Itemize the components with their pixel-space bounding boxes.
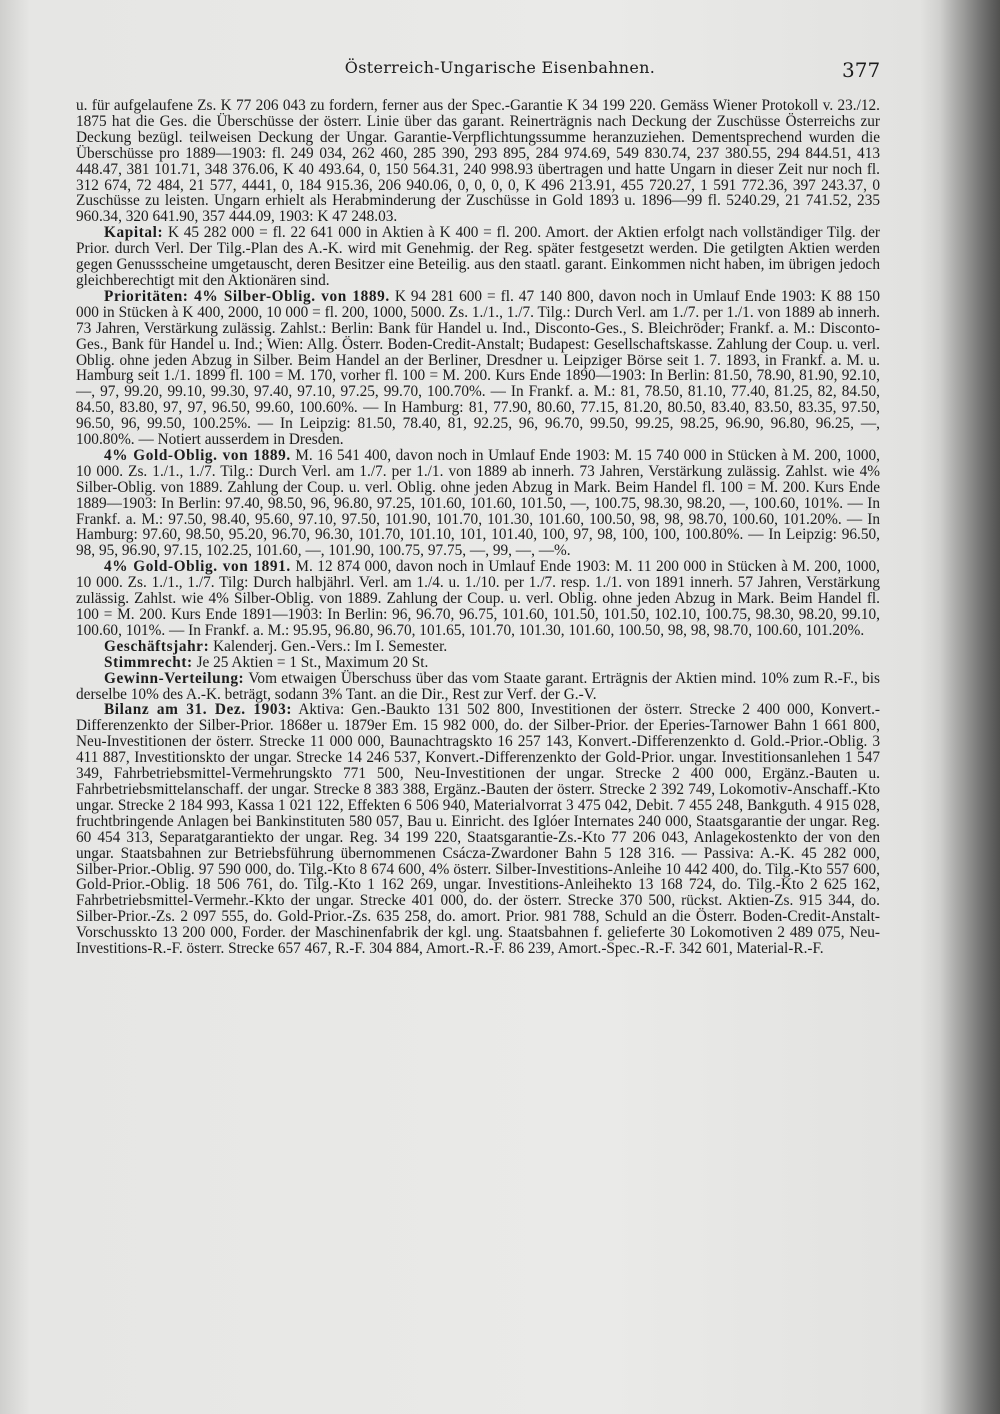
paragraph-text: M. 16 541 400, davon noch in Umlauf Ende 1903: M. 15 740 000 in Stücken à M. 200, 1000, 10 000. Zs. 1./1., 1./7. Tilg.: Durch Verl. am 1./7. per 1./1. von 1889 ab innerh. 73 Jahren, Verstärkung zulässig. Zahlst. wie 4% Silber-Oblig. von 1889. Zahlung der Coup. u. verl. Oblig. ohne jeden Abzug in Mark. Beim Handel fl. 100 = M. 200. Kurs Ende 1889—1903: In Berlin: 97.40, 98.50, 96, 96.80, 97.25, 101.60, 101.60, 101.50, —, 100.75, 98.30, 98.20, —, 100.60, 101%. — In Frankf. a. M.: 97.50, 98.40, 95.60, 97.10, 97.50, 101.90, 101.70, 101.30, 101.60, 100.50, 98, 98, 98.70, 100.60, 101.20%. — In Hamburg: 97.60, 98.50, 95.20, 96.70, 96.30, 101.70, 101.10, 101, 101.40, 100, 97, 98, 100, 100, 100.80%. — In Leipzig: 96.50, 98, 95, 96.90, 97.15, 102.25, 101.60, —, 101.90, 100.75, 97.75, —, 99, —, —%. bbox=[76, 446, 880, 560]
paragraph-gold-oblig-1891 bbox=[76, 559, 880, 639]
paragraph-term: Stimmrecht: bbox=[104, 653, 193, 671]
book-spine-shadow bbox=[940, 0, 1000, 1414]
paragraph-text: M. 12 874 000, davon noch in Umlauf Ende 1903: M. 11 200 000 in Stücken à M. 200, 1000, 10 000. Zs. 1./1., 1./7. Tilg: Durch halbjährl. Verl. am 1./4. u. 1./10. per 1./7. resp. 1./1. von 1891 innerh. 57 Jahren, Verstärkung zulässig. Zahlst. wie 4% Silber-Oblig. von 1889. Zahlung der Coup. u. verl. Oblig. ohne jeden Abzug in Mark. Beim Handel fl. 100 = M. 200. Kurs Ende 1891—1903: In Berlin: 96, 96.70, 96.75, 101.60, 101.50, 101.50, 102.10, 100.75, 98.30, 98.20, 99.10, 100.60, 101%. — In Frankf. a. M.: 95.95, 96.80, 96.70, 101.65, 101.70, 101.30, 101.60, 100.50, 98, 98, 98.70, 100.60, 101.20%. bbox=[76, 558, 880, 639]
paragraph-text: K 45 282 000 = fl. 22 641 000 in Aktien à K 400 = fl. 200. Amort. der Aktien erfolgt nach vollständiger Tilg. der Prior. durch Verl. Der Tilg.-Plan des A.-K. wird mit Genehmig. der Reg. später festgesetzt werden. Die getilgten Aktien werden gegen Genussscheine umgetauscht, deren Besitzer eine Beteilig. aus den staatl. garant. Einkommen nicht haben, im übrigen jedoch gleichberechtigt mit den Aktionären sind. bbox=[76, 224, 880, 289]
paragraph-text: Aktiva: Gen.-Baukto 131 502 800, Investitionen der österr. Strecke 2 400 000, Konvert.-Differenzenkto der Silber-Prior. 1868er u. 1879er Em. 15 982 000, do. der Silber-Prior. der Eperies-Tarnower Bahn 1 661 800, Neu-Investitionen der österr. Strecke 11 000 000, Baunachtragskto 16 257 143, Konvert.-Differenzenkto d. Gold.-Prior.-Oblig. 3 411 887, Investitionskto der ungar. Strecke 14 246 537, Konvert.-Differenzenkto der Gold-Prior. ungar. Investitionsanlehen 1 547 349, Fahrbetriebsmittel-Vermehrungskto 771 500, Neu-Investitionen der ungar. Strecke 2 400 000, Ergänz.-Bauten u. Fahrbetriebsmittelanschaff. der ungar. Strecke 8 383 388, Ergänz.-Bauten der österr. Strecke 2 392 749, Lokomotiv-Anschaff.-Kto ungar. Strecke 2 184 993, Kassa 1 021 122, Effekten 6 506 940, Materialvorrat 3 475 042, Debit. 7 455 248, Bankguth. 4 915 028, fruchtbringende Anlagen bei Bankinstituten 580 057, Bau u. Einricht. des Iglóer Internates 240 000, Staatsgarantie der ungar. Reg. 60 454 313, Separatgarantiekto der ungar. Reg. 34 199 220, Staatsgarantie-Zs.-Kto 77 206 043, Anlagekostenkto der von den ungar. Staatsbahnen zur Betriebsführung übernommenen Csácza-Zwardoner Bahn 5 128 316. — Passiva: A.-K. 45 282 000, Silber-Prior.-Oblig. 97 590 000, do. Tilg.-Kto 8 674 600, 4% österr. Silber-Investitions-Anleihe 10 442 400, do. Tilg.-Kto 557 600, Gold-Prior.-Oblig. 18 506 761, do. Tilg.-Kto 1 162 269, ungar. Investitions-Anleihekto 13 168 724, do. Tilg.-Kto 2 625 162, Fahrbetriebsmittel-Vermehr.-Kkto der ungar. Strecke 401 000, do. der österr. Strecke 370 500, rückst. Aktien-Zs. 915 344, do. Silber-Prior.-Zs. 2 097 555, do. Gold-Prior.-Zs. 635 258, do. amort. Prior. 981 788, Schuld an die Österr. Boden-Credit-Anstalt-Vorschusskto 13 200 000, Forder. der Maschinenfabrik der kgl. ung. Staatsbahnen f. gelieferte 30 Lokomotiven 2 489 075, Neu-Investitions-R.-F. österr. Strecke 657 467, R.-F. 304 884, Amort.-R.-F. 86 239, Amort.-Spec.-R.-F. 342 601, Material-R.-F. bbox=[76, 701, 880, 958]
paragraph-term: Geschäftsjahr: bbox=[104, 637, 210, 655]
page-number: 377 bbox=[842, 58, 881, 82]
paragraph-text: Kalenderj. Gen.-Vers.: Im I. Semester. bbox=[213, 637, 448, 655]
paragraph-geschaeftsjahr bbox=[76, 639, 880, 655]
paragraph-text: Je 25 Aktien = 1 St., Maximum 20 St. bbox=[196, 653, 429, 671]
paragraph-garantie bbox=[76, 98, 880, 225]
paragraph-term: 4% Gold-Oblig. von 1891. bbox=[104, 558, 291, 576]
paragraph-gewinn-verteilung bbox=[76, 671, 880, 703]
paragraph-gold-oblig-1889 bbox=[76, 448, 880, 559]
paragraph-kapital bbox=[76, 225, 880, 289]
paragraph-term: Bilanz am 31. Dez. 1903: bbox=[104, 701, 293, 719]
running-title: Österreich-Ungarische Eisenbahnen. bbox=[344, 58, 656, 77]
body-text bbox=[76, 98, 880, 957]
paragraph-term: Kapital: bbox=[104, 224, 164, 242]
paragraph-term: Gewinn-Verteilung: bbox=[104, 669, 245, 687]
paragraph-term: Prioritäten: 4% Silber-Oblig. von 1889. bbox=[104, 287, 390, 305]
paragraph-stimmrecht bbox=[76, 655, 880, 671]
paragraph-text: u. für aufgelaufene Zs. K 77 206 043 zu fordern, ferner aus der Spec.-Garantie K 34 199 220. Gemäss Wiener Protokoll v. 23./12. 1875 hat die Ges. die Überschüsse der österr. Linie über das garant. Reinerträgnis nach Deckung der Zuschüsse Österreichs zur Deckung bezügl. teilweisen Deckung der Ungar. Garantie-Verpflichtungssumme heranzuziehen. Dementsprechend wurden die Überschüsse pro 1889—1903: fl. 249 034, 262 460, 285 390, 293 895, 284 974.69, 549 830.74, 237 380.55, 294 844.51, 413 448.47, 381 101.71, 348 376.06, K 40 493.64, 0, 150 564.31, 240 998.93 übertragen und hatte Ungarn in dieser Zeit nur noch fl. 312 674, 72 484, 21 577, 4441, 0, 184 915.36, 206 940.06, 0, 0, 0, 0, K 496 213.91, 455 720.27, 1 591 772.36, 397 243.37, 0 Zuschüsse zu leisten. Ungarn erhielt als Herabminderung der Zuschüsse in Gold 1893 u. 1896—99 fl. 5240.29, 21 741.52, 235 960.34, 320 641.90, 357 444.09, 1903: K 47 248.03. bbox=[76, 97, 880, 226]
paragraph-term: 4% Gold-Oblig. von 1889. bbox=[104, 446, 291, 464]
paragraph-text: Vom etwaigen Überschuss über das vom Staate garant. Erträgnis der Aktien mind. 10% zum R.-F., bis derselbe 10% des A.-K. beträgt, sodann 3% Tant. an die Dir., Rest zur Verf. der G.-V. bbox=[76, 669, 880, 703]
paragraph-text: K 94 281 600 = fl. 47 140 800, davon noch in Umlauf Ende 1903: K 88 150 000 in Stücken à K 400, 2000, 10 000 = fl. 200, 1000, 5000. Zs. 1./1., 1./7. Tilg.: Durch Verl. am 1./7. per 1./1. von 1889 ab innerh. 73 Jahren, Verstärkung zulässig. Zahlst.: Berlin: Bank für Handel u. Ind., Disconto-Ges., S. Bleichröder; Frankf. a. M.: Disconto-Ges., Bank für Handel u. Ind.; Wien: Allg. Österr. Boden-Credit-Anstalt; Budapest: Gesellschaftskasse. Zahlung der Coup. u. verl. Oblig. ohne jeden Abzug in Silber. Beim Handel an der Berliner, Dresdner u. Leipziger Börse seit 1. 7. 1893, in Frankf. a. M. u. Hamburg seit 1./1. 1899 fl. 100 = M. 170, vorher fl. 100 = M. 200. Kurs Ende 1890—1903: In Berlin: 81.50, 78.90, 81.90, 92.10, —, 97, 99.20, 99.10, 99.30, 97.40, 97.10, 97.25, 99.70, 100.70%. — In Frankf. a. M.: 81, 78.50, 81.10, 77.40, 81.25, 82, 84.50, 84.50, 83.80, 97, 97, 96.50, 99.60, 100.60%. — In Hamburg: 81, 77.90, 80.60, 77.15, 81.20, 80.50, 83.40, 83.50, 83.35, 97.50, 96.50, 96, 99.50, 100.25%. — In Leipzig: 81.50, 78.40, 81, 92.25, 96, 96.70, 99.50, 99.25, 98.25, 96.90, 96.80, 96.25, —, 100.80%. — Notiert ausserdem in Dresden. bbox=[76, 287, 880, 449]
paragraph-bilanz bbox=[76, 702, 880, 957]
paragraph-silber-oblig-1889 bbox=[76, 289, 880, 448]
